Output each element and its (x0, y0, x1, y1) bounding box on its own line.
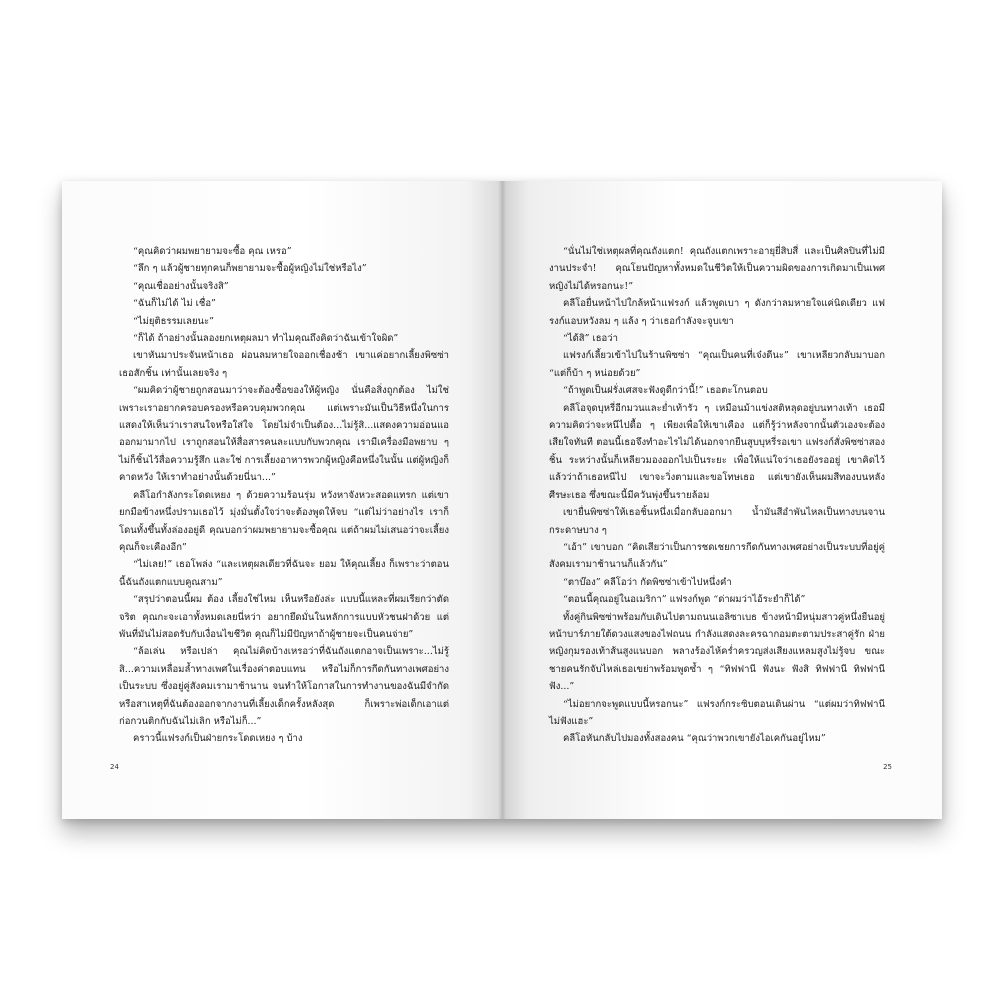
paragraph: เขาหันมาประจันหน้าเธอ ผ่อนลมหายใจออกเชื่องช้า เขาแค่อยากเลี้ยงพิซซ่าเธอสักชิ้น เท่านั้นเลยจริง ๆ (119, 350, 449, 379)
paragraph: คลีโอยื่นหน้าไปใกล้หน้าแฟรงก์ แล้วพูดเบา ๆ ดังกว่าลมหายใจแค่นิดเดียว แฟรงก์แอบหวังลม ๆ แล้ง ๆ ว่าเธอกำลังจะจูบเขา (549, 298, 885, 327)
paragraph: “ตอนนี้คุณอยู่ในอเมริกา” แฟรงก์พูด “ด่าผมว่าไอ้ระยำก็ได้” (563, 594, 806, 606)
left-page (62, 181, 502, 819)
paragraph: “ได้สิ” เธอว่า (563, 333, 618, 345)
right-page (502, 181, 942, 819)
left-page-text (119, 243, 449, 748)
book-spread (62, 181, 942, 819)
paragraph: “คุณเชื่ออย่างนั้นจริงสิ” (133, 280, 229, 292)
paragraph: “ไม่เลย!” เธอโพล่ง “และเหตุผลเดียวที่ฉันจะ ยอม ให้คุณเลี้ยง ก็เพราะว่าตอนนี้ฉันถังแตกแบบคูณสาม” (119, 559, 449, 588)
paragraph: “เอ้า” เขาบอก “คิดเสียว่าเป็นการชดเชยการกีดกันทางเพศอย่างเป็นระบบที่อยู่คู่สังคมเรามาช้านานก็แล้วกัน” (549, 541, 885, 571)
paragraph: “ไม่อยากจะพูดแบบนี้หรอกนะ” แฟรงก์กระซิบตอนเดินผ่าน “แต่ผมว่าทิฟฟานีไม่ฟังแฮะ” (549, 698, 885, 727)
paragraph: คลีโอหันกลับไปมองทั้งสองคน “คุณว่าพวกเขายังไอเคกันอยู่ไหม” (563, 733, 826, 745)
right-page-text (549, 243, 885, 748)
paragraph: “นั่นไม่ใช่เหตุผลที่คุณถังแตก! คุณถังแตกเพราะอายุยี่สิบสี่ และเป็นศิลปินที่ไม่มีงานประจำ! คุณโยนปัญหาทั้งหมดในชีวิตให้เป็นความผิดของการเกิดมาเป็นเพศหญิงไม่ได้หรอกนะ!” (549, 246, 885, 292)
paragraph: “ไม่ยุติธรรมเลยนะ” (133, 315, 214, 327)
paragraph: “สรุปว่าตอนนี้ผม ต้อง เลี้ยงใช่ไหม เห็นหรือยังล่ะ แบบนี้แหละที่ผมเรียกว่าตัดจริต คุณกะจะเอาทั้งหมดเลยนี่หว่า อยากยึดมั่นในหลักการแบบหัวชนฝาด้วย แต่พันที่มันไม่สอดรับกับเงื่อนไขชีวิต คุณก็ไม่มีปัญหาถ้าผู้ชายจะเป็นคนจ่าย” (119, 594, 449, 640)
book-spine-shadow (498, 181, 506, 819)
paragraph: คลีโอกำลังกระโดดเหยง ๆ ด้วยความร้อนรุ่ม หวังหาจังหวะสอดแทรก แต่เขายกมือข้างหนึ่งปรามเธอไว้ มุ่งมั่นตั้งใจว่าจะต้องพูดให้จบ “แต่ไม่ว่าอย่างไร เราก็โดนทั้งขึ้นทั้งล่องอยู่ดี คุณบอกว่าผมพยายามจะซื้อคุณ แต่ถ้าผมไม่เสนอว่าจะเลี้ยง คุณก็จะเคืองอีก” (119, 489, 449, 553)
page-number: 25 (883, 763, 892, 771)
paragraph: “ตาบ๊อง” คลีโอว่า กัดพิซซ่าเข้าไปหนึ่งคำ (563, 576, 732, 588)
paragraph: เขายื่นพิซซ่าให้เธอชิ้นหนึ่งเมื่อกลับออกมา น้ำมันสีอำพันไหลเป็นทางบนจานกระดาษบาง ๆ (549, 507, 885, 536)
paragraph: “ลึก ๆ แล้วผู้ชายทุกคนก็พยายามจะซื้อผู้หญิงไม่ใช่หรือไง” (133, 263, 367, 275)
paragraph: ทั้งคู่กินพิซซ่าพร้อมกับเดินไปตามถนนเอลิซาเบธ ข้างหน้ามีหนุ่มสาวคู่หนึ่งยืนอยู่หน้าบาร์ภายใต้ดวงแสงของไฟถนน กำลังแสดงละครฉากอมตะตามประสาคู่รัก ฝ่ายหญิงกุมรองเท้าส้นสูงแนบอก พลางร้องไห้คร่ำครวญส่งเสียงแหลมสูงไม่รู้จบ ขณะชายคนรักจับไหล่เธอเขย่าพร้อมพูดซ้ำ ๆ “ทิฟฟานี ฟังนะ ฟังสิ ทิฟฟานี ทิฟฟานี ฟัง...” (549, 611, 885, 693)
paragraph: “คุณคิดว่าผมพยายามจะซื้อ คุณ เหรอ” (133, 246, 292, 257)
paragraph: “ถ้าพูดเป็นฝรั่งเศสจะฟังดูดีกว่านี้!” เธอตะโกนตอบ (563, 385, 768, 397)
paragraph: แฟรงก์เลี้ยวเข้าไปในร้านพิซซ่า “คุณเป็นคนที่เจ๋งดีนะ” เขาเหลียวกลับมาบอก “แต่ก็บ้า ๆ หน่อยด้วย” (549, 350, 885, 379)
paragraph: “ผมคิดว่าผู้ชายถูกสอนมาว่าจะต้องซื้อของให้ผู้หญิง นั่นคือสิ่งถูกต้อง ไม่ใช่เพราะเราอยากครอบครองหรือควบคุมพวกคุณ แต่เพราะมันเป็นวิธีหนึ่งในการแสดงให้เห็นว่าเราสนใจหรือใส่ใจ โดยไม่จำเป็นต้อง...ไม่รู้สิ...แสดงความอ่อนแอออกมามากไป เราถูกสอนให้สื่อสารคนละแบบกับพวกคุณ เรามีเครื่องมือพยาบ ๆ ไม่ก็ชิ้นไว้สื่อความรู้สึก และใช่ การเลี้ยงอาหารพวกผู้หญิงคือหนึ่งในนั้น แต่ผู้หญิงก็ คาดหวัง ให้เราทำอย่างนั้นด้วยนี่นา...” (119, 385, 449, 484)
paragraph: “ฉันก็ไม่ได้ ไม่ เชื่อ” (133, 298, 216, 310)
paragraph: “ล้อเล่น หรือเปล่า คุณไม่คิดบ้างเหรอว่าที่ฉันถังแตกอาจเป็นเพราะ...ไม่รู้สิ...ความเหลื่อมล้ำทางเพศในเรื่องค่าตอบแทน หรือไม่ก็การกีดกันทางเพศอย่างเป็นระบบ ซึ่งอยู่คู่สังคมเรามาช้านาน จนทำให้โอกาสในการทำงานของฉันมีจำกัด หรือสาเหตุที่ฉันต้องออกจากงานที่เลี้ยงเด็กครั้งหลังสุด ก็เพราะพ่อเด็กเอาแต่ก่อกวนติกกับฉันไม่เลิก หรือไม่ก็...” (119, 646, 449, 727)
paragraph: คลีโอจุดบุหรี่อีกมวนและย่ำเท้ารัว ๆ เหมือนม้าแข่งสติหลุดอยู่บนทางเท้า เธอมีความคิดว่าจะหนีไปดื้อ ๆ เพียงเพื่อให้เขาเคือง แต่ก็รู้ว่าหลังจากนั้นตัวเองจะต้องเสียใจทันที ตอนนี้เธอจึงทำอะไรไม่ได้นอกจากยืนสูบบุหรี่รอเขา แฟรงก์สั่งพิซซ่าสองชิ้น ระหว่างนั้นก็เหลียวมองออกไปเป็นระยะ เพื่อให้แน่ใจว่าเธอยังรออยู่ เขาคิดไว้แล้วว่าถ้าเธอหนีไป เขาจะวิ่งตามและขอโทษเธอ แต่เขายังเห็นผมสีทองบนหลังศีรษะเธอ ซึ่งขณะนี้มีควันพุ่งขึ้นรายล้อม (549, 402, 885, 501)
page-number: 24 (110, 763, 119, 771)
paragraph: คราวนี้แฟรงก์เป็นฝ่ายกระโดดเหยง ๆ บ้าง (133, 733, 303, 745)
paragraph: “ก็ได้ ถ้าอย่างนั้นลองยกเหตุผลมา ทำไมคุณถึงคิดว่าฉันเข้าใจผิด” (133, 333, 399, 345)
